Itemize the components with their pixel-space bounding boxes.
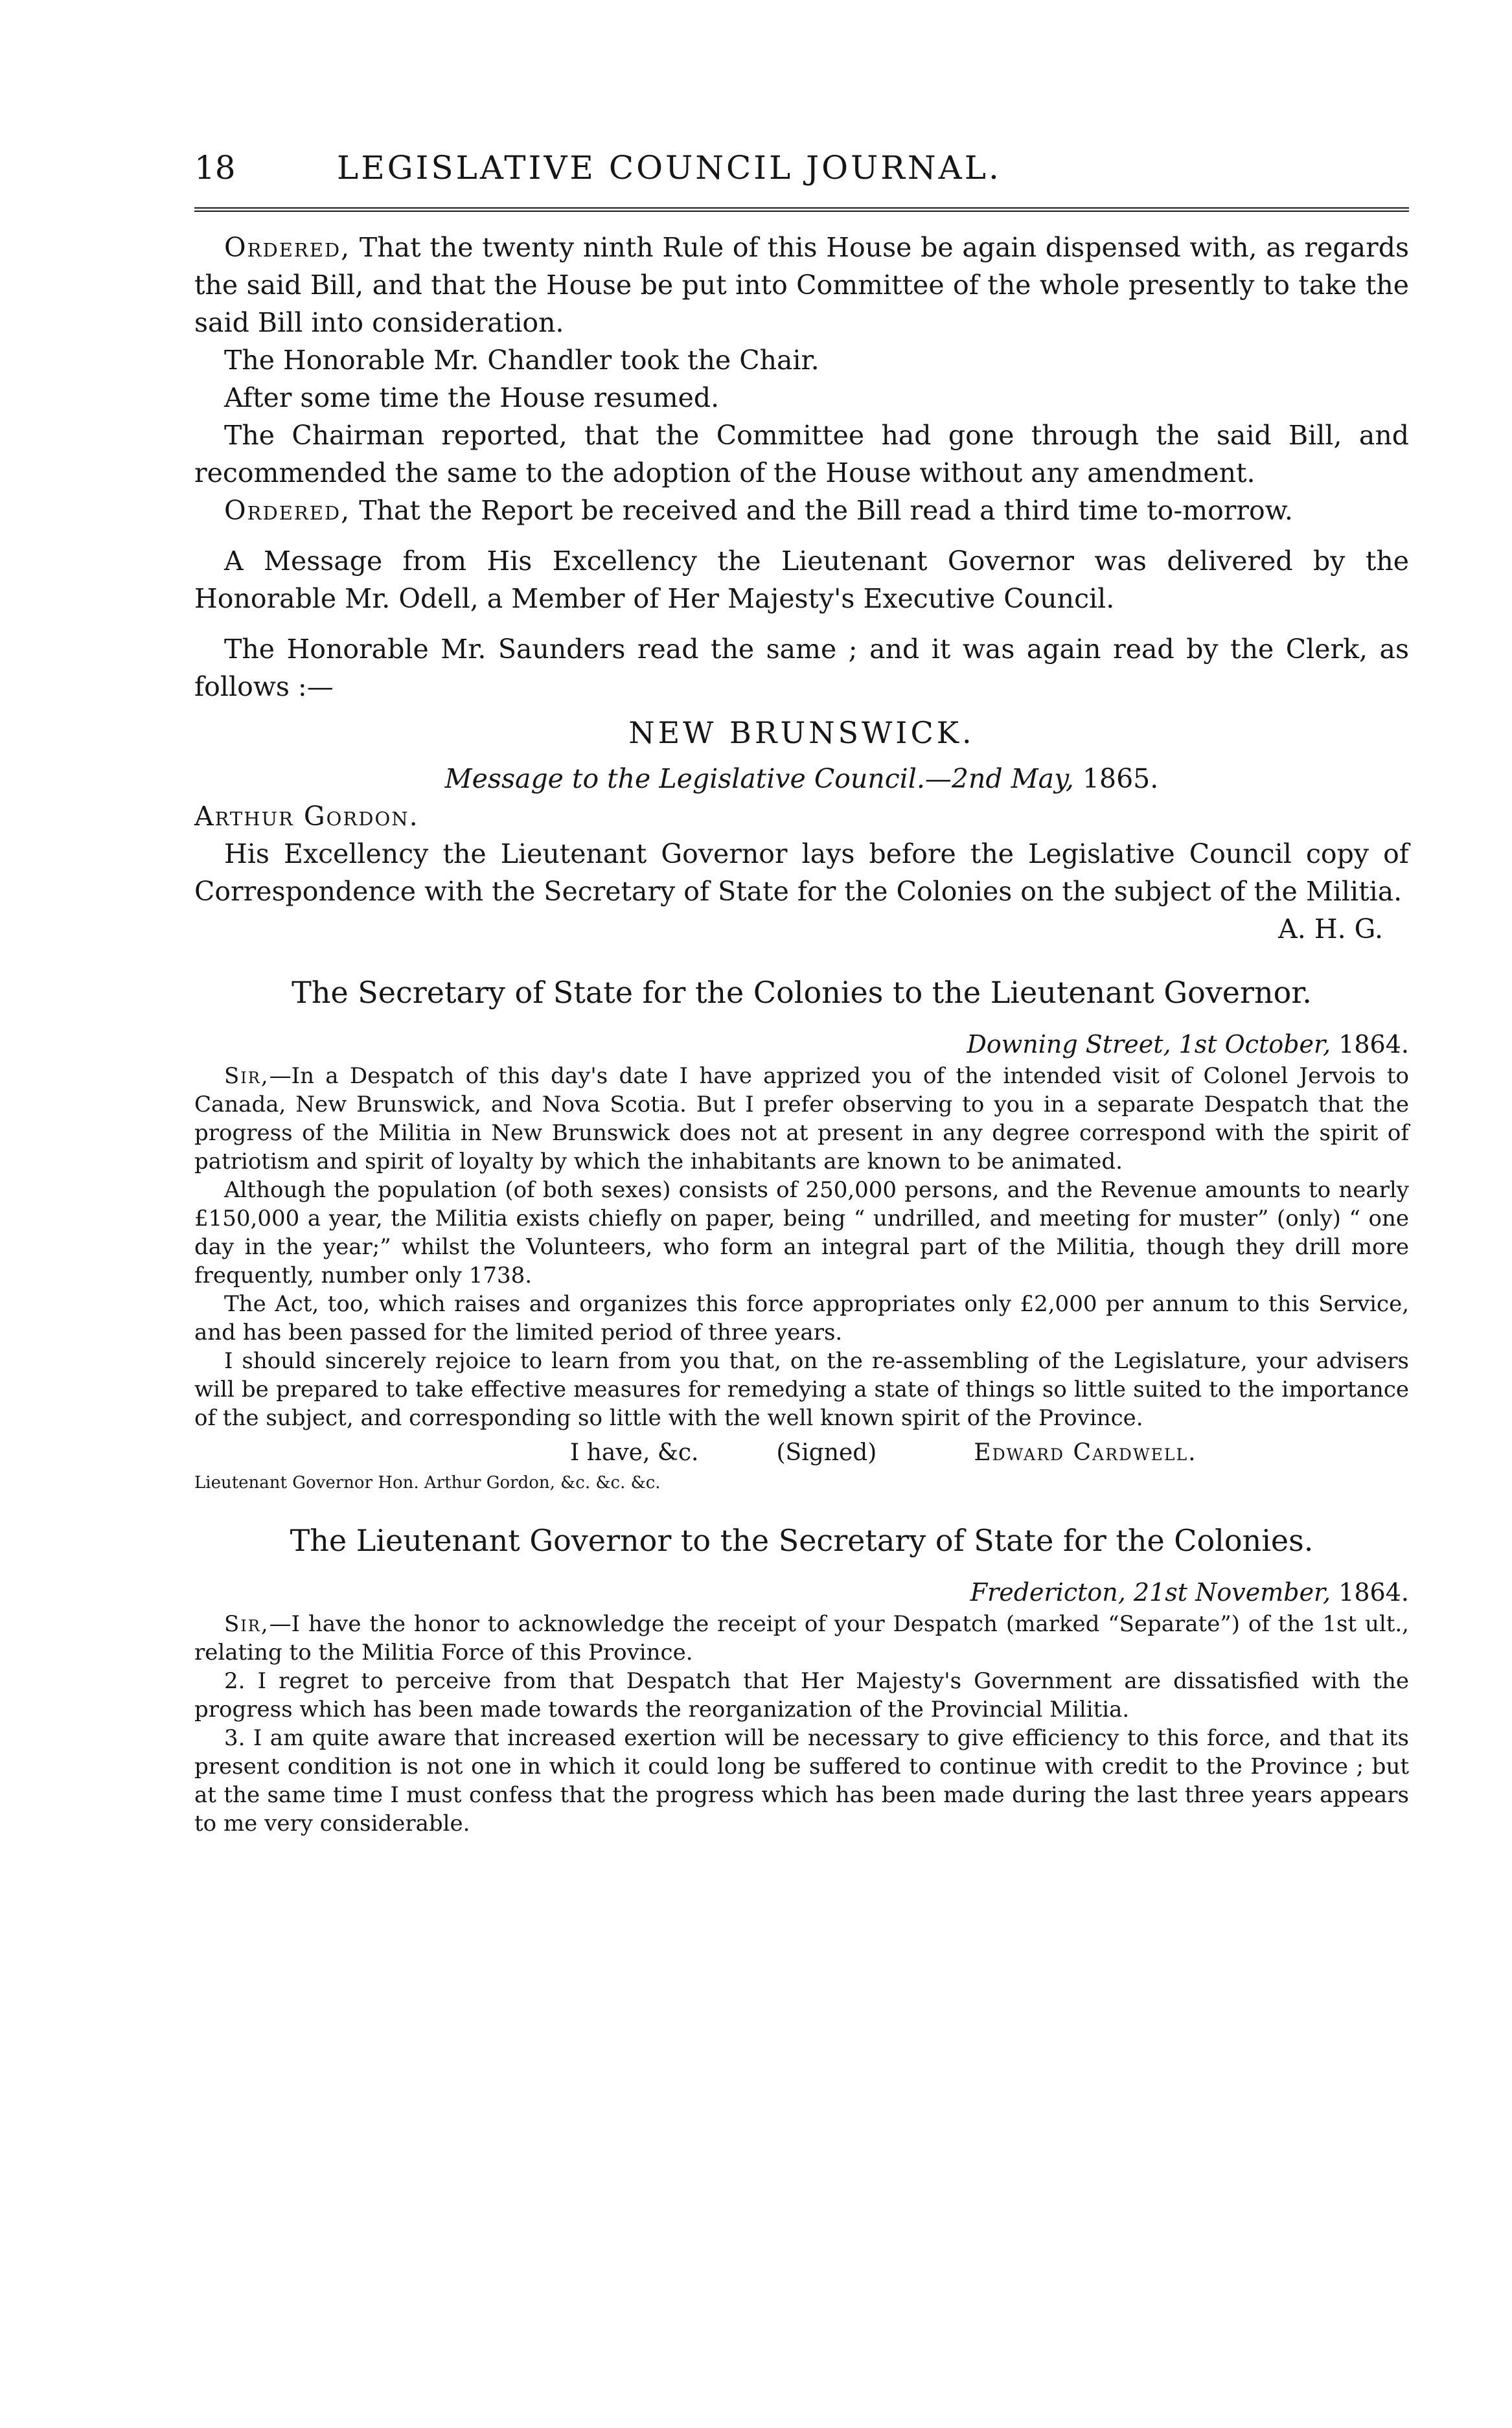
despatch-paragraph (194, 1062, 1409, 1176)
message-delivered: A Message from His Excellency the Lieutenant Governor was delivered by the Honorable Mr. Odell, a Member of Her Majesty's Executive Council. (194, 545, 1409, 614)
signed-note: (Signed) (776, 1439, 877, 1466)
despatch-governor (194, 1520, 1409, 1838)
dateline-year: 1864. (1331, 1030, 1409, 1059)
ordered-lead: Ordered, (224, 495, 351, 526)
despatch-paragraph: Although the population (of both sexes) consists of 250,000 persons, and the Revenue amounts to nearly £150,000 a year, the Militia exists chiefly on paper, being “ undrilled, and meeting for muster” (only) “ one day in the year;” whilst the Volunteers, who form an integral part of the Militia, though they drill more frequently, number only 1738. (194, 1177, 1409, 1288)
despatch-dateline (194, 1575, 1409, 1610)
message-title-year: 1865. (1073, 763, 1159, 794)
salutation: Sir, (224, 1611, 269, 1637)
province-title: NEW BRUNSWICK. (628, 715, 975, 750)
page-header (194, 143, 1409, 212)
despatch-paragraph (194, 1610, 1409, 1667)
despatch-paragraph: I should sincerely rejoice to learn from you that, on the re-assembling of the Legislature, your advisers will be prepared to take effective measures for remedying a state of things so little suited to the importance of the subject, and corresponding so little with the well known spirit of the Province. (194, 1348, 1409, 1431)
chairman-report: The Chairman reported, that the Committee had gone through the said Bill, and recommended the same to the adoption of the House without any amendment. (194, 420, 1409, 488)
despatch-secretary (194, 972, 1409, 1496)
chair-note: The Honorable Mr. Chandler took the Chair. (224, 345, 819, 376)
addressee: Lieutenant Governor Hon. Arthur Gordon, &c. &c. &c. (194, 1473, 661, 1493)
signer-name: Edward Cardwell. (974, 1439, 1197, 1466)
message-text: His Excellency the Lieutenant Governor lays before the Legislative Council copy of Correspondence with the Secretary of State for the Colonies on the subject of the Militia. (194, 838, 1409, 907)
despatch-heading: The Lieutenant Governor to the Secretary of State for the Colonies. (290, 1523, 1314, 1558)
governor-message (194, 712, 1409, 948)
page-number: 18 (194, 149, 236, 187)
initials-line (194, 910, 1409, 948)
message-read: The Honorable Mr. Saunders read the same ; and it was again read by the Clerk, as follows :— (194, 634, 1409, 702)
message-title (194, 760, 1409, 797)
order-third-reading (194, 492, 1409, 529)
ordered-lead: Ordered, (224, 232, 351, 263)
message-title-italic: Message to the Legislative Council.—2nd May, (444, 763, 1074, 794)
running-title: LEGISLATIVE COUNCIL JOURNAL. (337, 149, 1002, 187)
despatch-paragraph: 2. I regret to perceive from that Despatch that Her Majesty's Government are dissatisfied with the progress which has been made towards the reorganization of the Provincial Militia. (194, 1668, 1409, 1723)
order-committee-text: That the twenty ninth Rule of this House be again dispensed with, as regards the said Bill, and that the House be put into Committee of the whole presently to take the said Bill into consideration. (194, 232, 1409, 338)
despatch-paragraph: The Act, too, which raises and organizes this force appropriates only £2,000 per annum to this Service, and has been passed for the limited period of three years. (194, 1291, 1409, 1346)
dateline-italic: Fredericton, 21st November, (970, 1578, 1331, 1607)
order-committee (194, 229, 1409, 341)
despatch-dateline (194, 1027, 1409, 1062)
despatch-paragraph-text: —I have the honor to acknowledge the receipt of your Despatch (marked “Separate”) of the 1st ult., relating to the Militia Force of this Province. (194, 1611, 1409, 1666)
journal-page (194, 143, 1409, 1838)
order-third-reading-text: That the Report be received and the Bill read a third time to-morrow. (350, 495, 1293, 526)
message-initials: A. H. G. (1278, 913, 1383, 945)
dateline-italic: Downing Street, 1st October, (967, 1030, 1331, 1059)
despatch-paragraph-text: —In a Despatch of this day's date I have apprized you of the intended visit of Colonel Jervois to Canada, New Brunswick, and Nova Scotia. But I prefer observing to you in a separate Despatch that the progress of the Militia in New Brunswick does not at present in any degree correspond with the spirit of patriotism and spirit of loyalty by which the inhabitants are known to be animated. (194, 1063, 1409, 1174)
despatch-heading: The Secretary of State for the Colonies to the Lieutenant Governor. (292, 975, 1312, 1010)
dateline-year: 1864. (1331, 1578, 1409, 1607)
closing: I have, &c. (570, 1439, 699, 1466)
house-resumed-note: After some time the House resumed. (224, 382, 720, 413)
proceedings (194, 229, 1409, 705)
salutation: Sir, (224, 1063, 269, 1089)
signature-line (194, 1436, 1409, 1470)
despatch-paragraph: 3. I am quite aware that increased exertion will be necessary to give efficiency to this force, and that its present condition is not one in which it could long be suffered to continue with credit to the Province ; but at the same time I must confess that the progress which has been made during the last three years appears to me very considerable. (194, 1725, 1409, 1837)
message-signature: Arthur Gordon. (194, 801, 419, 832)
